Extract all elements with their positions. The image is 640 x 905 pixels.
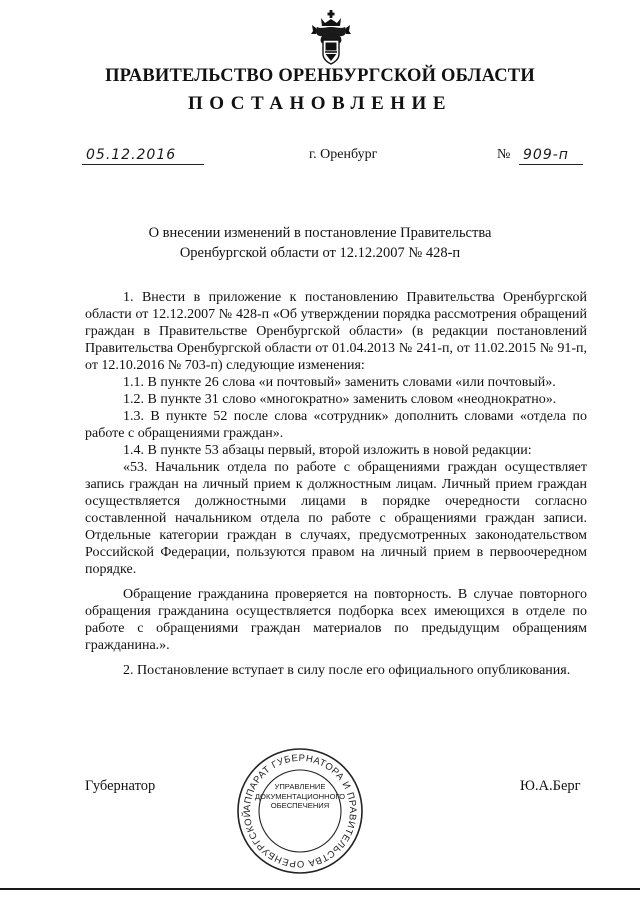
paragraph-quote-53: «53. Начальник отдела по работе с обращениями граждан осуществляет запись граждан на личный прием к должностным лицам. Личный прием граждан осуществляется должностными лицами в порядке очередности согласно составленной начальником отдела по работе с обращениями граждан записи. Отдельные категории граждан в случаях, предусмотренных законодательством Российской Федерации, пользуются правом на личный прием в первоочередном порядке.	[85, 460, 587, 577]
paragraph-quote-53-2: Обращение гражданина проверяется на повторность. В случае повторного обращения гражданина осуществляется подборка всех имеющихся в отделе по работе с обращениями граждан материалов по предыдущим обращениям гражданина.».	[85, 587, 587, 653]
stamp-ring-text: АППАРАТ ГУБЕРНАТОРА И ПРАВИТЕЛЬСТВА ОРЕНБУРГСКОЙ	[241, 752, 359, 870]
stamp-line-2: ДОКУМЕНТАЦИОННОГО	[254, 791, 346, 801]
paragraph-1-2: 1.2. В пункте 31 слово «многократно» заменить словом «неоднократно».	[123, 392, 557, 407]
government-title: ПРАВИТЕЛЬСТВО ОРЕНБУРГСКОЙ ОБЛАСТИ	[105, 66, 535, 86]
signature-position: Губернатор	[85, 778, 156, 794]
city-label: г. Оренбург	[309, 147, 378, 162]
coat-of-arms-icon	[311, 10, 351, 66]
official-stamp	[234, 745, 366, 877]
date-value: 05.12.2016	[86, 147, 177, 163]
stamp-line-1: УПРАВЛЕНИЕ	[274, 782, 326, 791]
document-subject	[120, 223, 520, 263]
paragraph-1-3: 1.3. В пункте 52 после слова «сотрудник» дополнить словами «отдела по работе с обращениями граждан».	[85, 409, 587, 441]
document-type-title: ПОСТАНОВЛЕНИЕ	[187, 93, 453, 114]
signature-name: Ю.А.Берг	[520, 778, 581, 794]
document-body	[85, 289, 587, 679]
paragraph-1-1: 1.1. В пункте 26 слова «и почтовый» заменить словами «или почтовый».	[123, 375, 556, 390]
date-field	[82, 146, 204, 165]
stamp-line-3: ОБЕСПЕЧЕНИЯ	[270, 801, 330, 811]
bottom-rule	[0, 888, 640, 890]
paragraph-2: 2. Постановление вступает в силу после его официального опубликования.	[123, 663, 571, 678]
number-value: 909-п	[523, 147, 569, 163]
subject-line-2: Оренбургской области от 12.12.2007 № 428-п	[179, 245, 461, 261]
subject-line-1: О внесении изменений в постановление Правительства	[148, 225, 492, 241]
number-sign: №	[497, 147, 511, 162]
stamp-ring	[234, 745, 366, 877]
number-underline	[519, 146, 583, 165]
paragraph-1: 1. Внести в приложение к постановлению Правительства Оренбургской области от 12.12.2007 № 428-п «Об утверждении порядка рассмотрения обращений граждан в Правительстве Оренбургской области» (в редакции постановлений Правительства Оренбургской области от 01.04.2013 № 241-п, от 11.02.2015 № 91-п, от 12.10.2016 № 703-п) следующие изменения:	[85, 290, 587, 373]
number-field	[497, 146, 587, 164]
stamp-center-text	[254, 782, 346, 811]
paragraph-1-4: 1.4. В пункте 53 абзацы первый, второй изложить в новой редакции:	[123, 443, 532, 458]
